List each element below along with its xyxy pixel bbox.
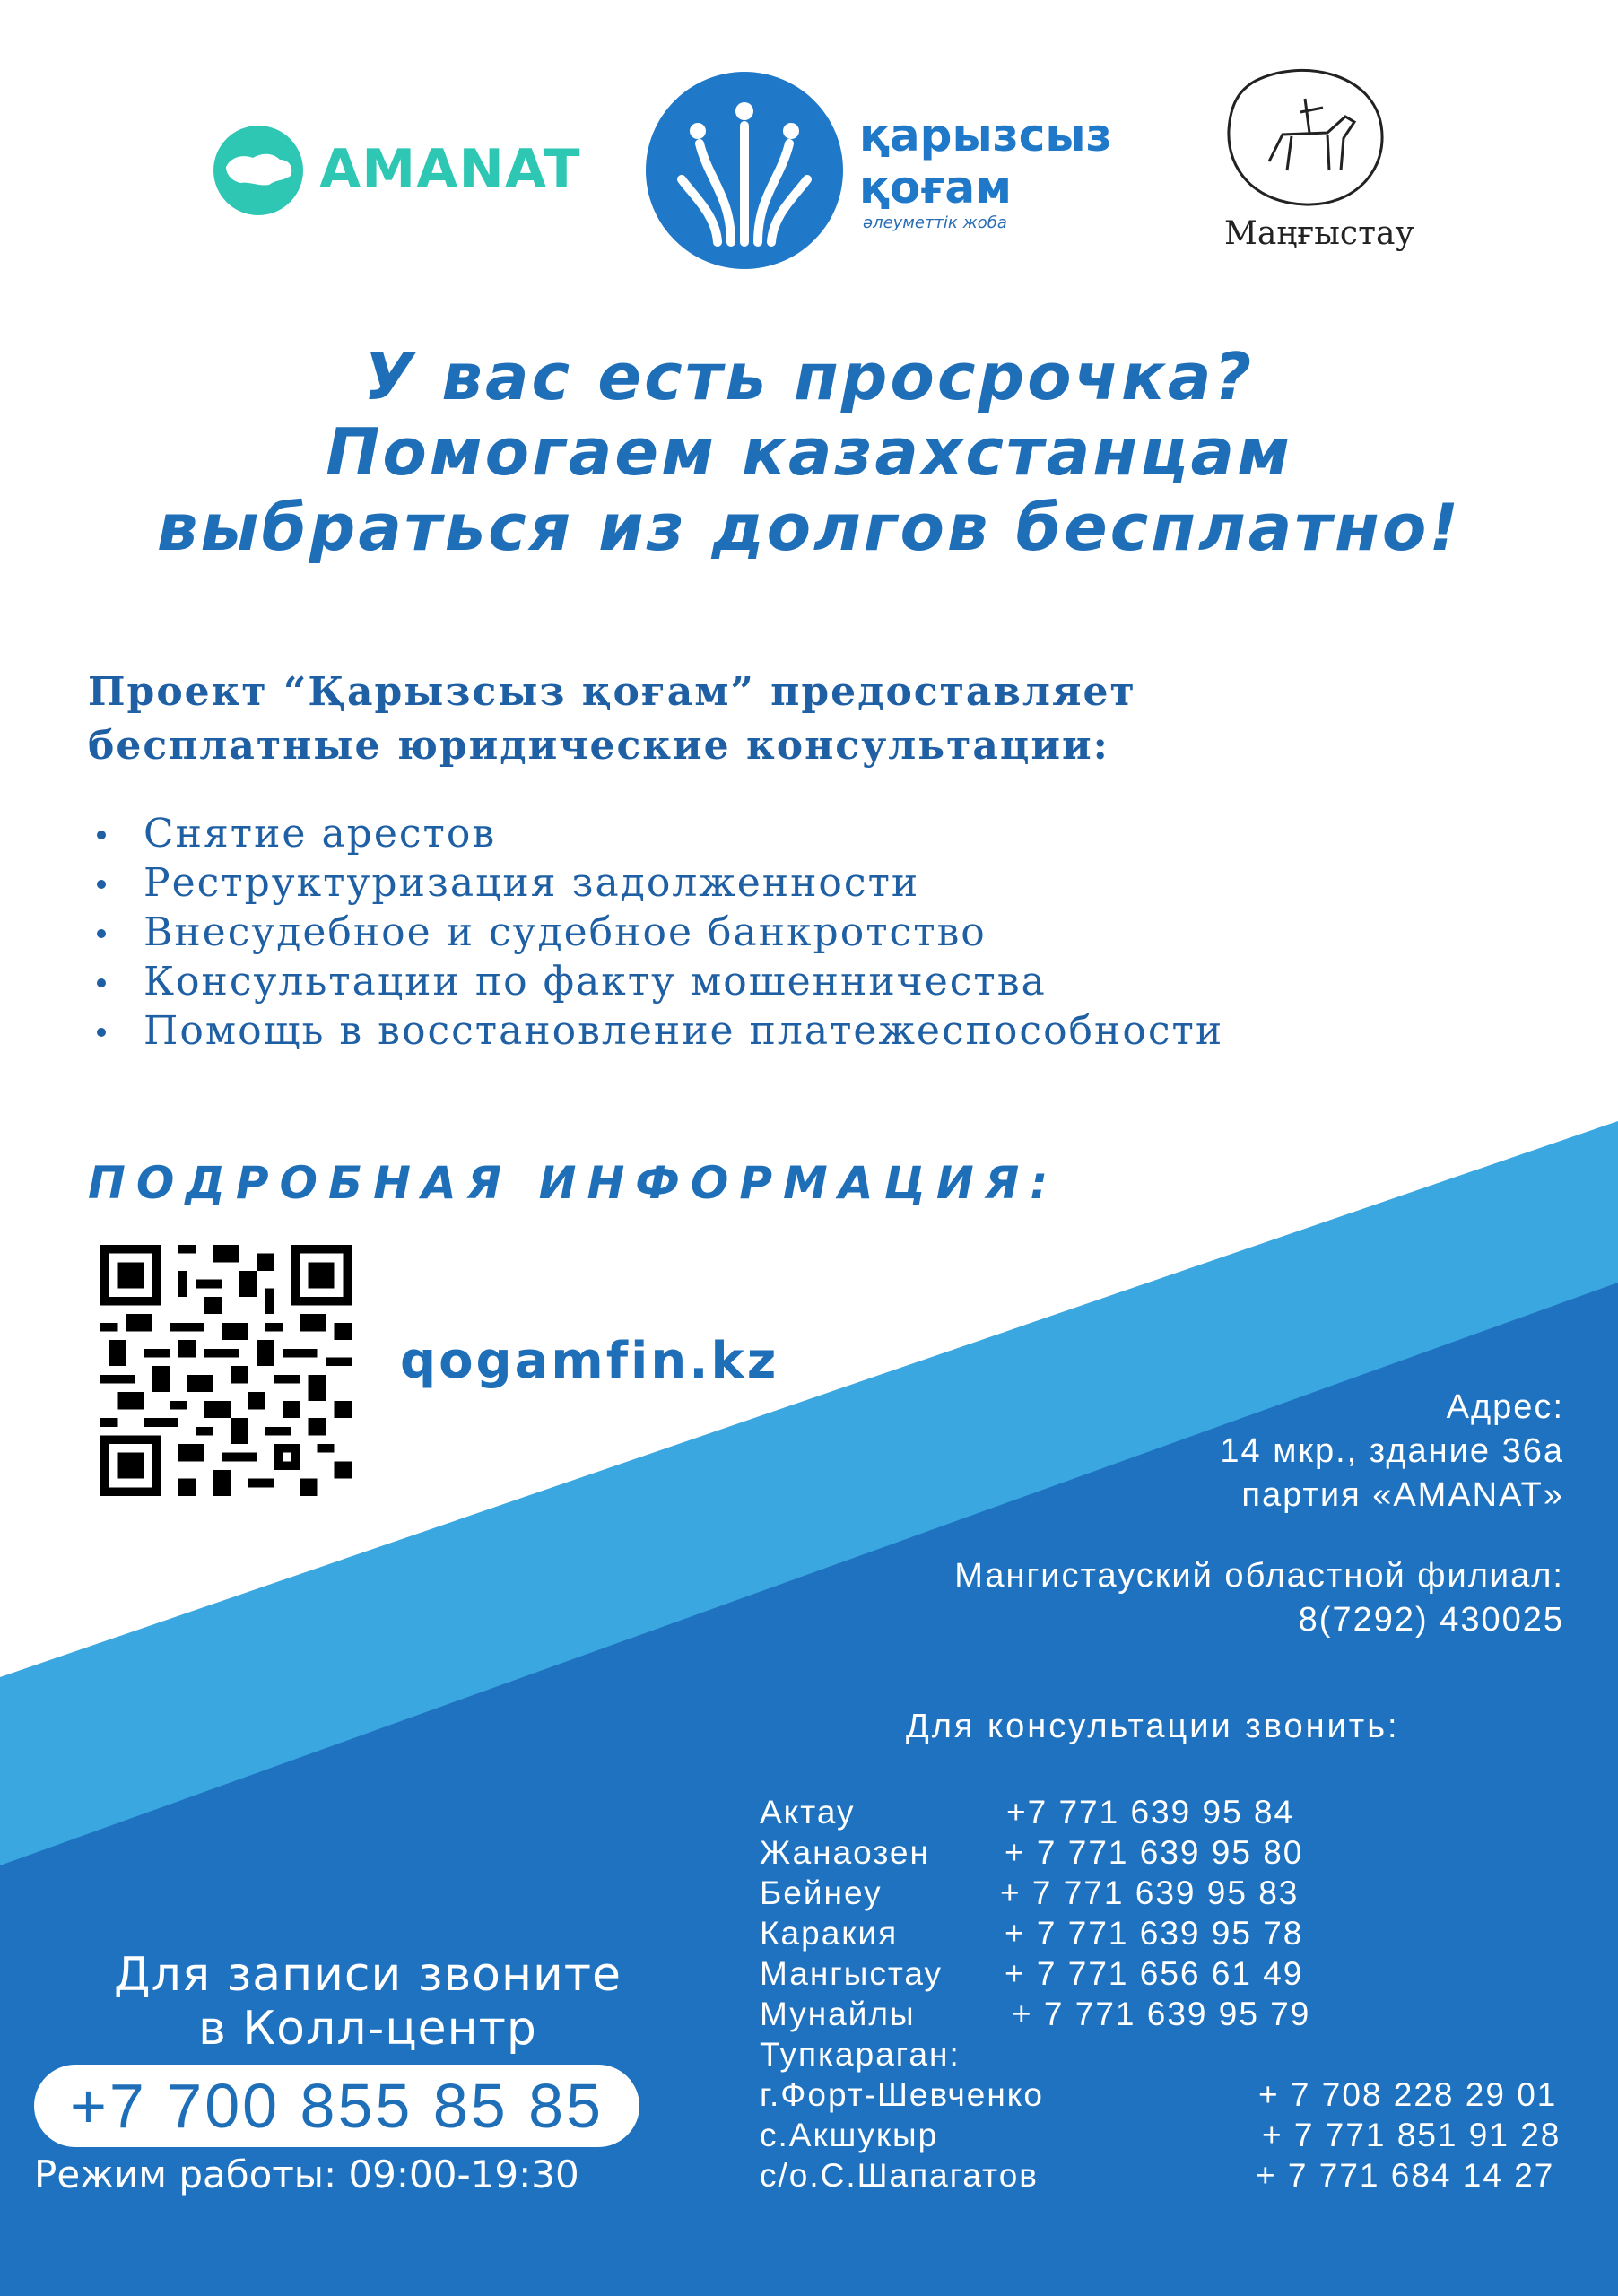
call-center-phone[interactable]: +7 700 855 85 85 xyxy=(70,2071,604,2141)
headline-line-3: выбраться из долгов бесплатно! xyxy=(156,490,1462,565)
website-link[interactable]: qogamfin.kz xyxy=(400,1332,779,1390)
karyzsyz-wordmark: қарызсыз xyxy=(859,109,1112,161)
more-info-heading: ПОДРОБНАЯ ИНФОРМАЦИЯ: xyxy=(88,1157,1059,1209)
city-phone: + 7 771 639 95 83 xyxy=(1000,1874,1300,1911)
city-phone: + 7 771 639 95 80 xyxy=(1005,1834,1304,1871)
city-phone: + 7 708 228 29 01 xyxy=(1258,2076,1558,2113)
headline xyxy=(54,339,1564,565)
city-name: г.Форт-Шевченко xyxy=(760,2076,1044,2113)
bullet-icon xyxy=(97,929,106,938)
intro-line-1: Проект “Қарызсыз қоғам” предоставляет xyxy=(88,669,1136,715)
service-label: Консультации по факту мошенничества xyxy=(144,959,1047,1004)
service-label: Снятие арестов xyxy=(144,811,497,857)
bullet-icon xyxy=(97,1028,106,1037)
city-phone: + 7 771 639 95 78 xyxy=(1005,1915,1304,1952)
amanat-logo xyxy=(213,126,581,222)
karyzsyz-kogam-logo xyxy=(646,72,1184,278)
headline-line-2: Помогаем казахстанцам xyxy=(326,414,1292,490)
city-name: Жанаозен xyxy=(760,1834,930,1871)
address-line: партия «AMANAT» xyxy=(1241,1476,1564,1514)
city-name: Мунайлы xyxy=(760,1996,916,2032)
city-phone: +7 771 639 95 84 xyxy=(1006,1794,1295,1831)
mangystau-wordmark: Маңғыстау xyxy=(1224,215,1414,252)
headline-line-1: У вас есть просрочка? xyxy=(363,339,1255,414)
amanat-wordmark: AMANAT xyxy=(319,138,581,201)
city-phone: + 7 771 656 61 49 xyxy=(1005,1955,1304,1992)
bullet-icon xyxy=(97,978,106,987)
city-name: Мангыстау xyxy=(760,1955,944,1992)
qr-code-icon[interactable] xyxy=(100,1245,352,1496)
city-phone: + 7 771 684 14 27 xyxy=(1256,2157,1555,2194)
working-hours: Режим работы: 09:00-19:30 xyxy=(34,2152,579,2196)
city-name: Бейнеу xyxy=(760,1874,883,1911)
city-name: Каракия xyxy=(760,1915,899,1952)
city-name: с.Акшукыр xyxy=(760,2117,939,2153)
bullet-icon xyxy=(97,831,106,839)
kazakhstan-map-icon xyxy=(213,126,303,215)
service-item xyxy=(90,1006,1223,1056)
address-line: Адрес: xyxy=(1446,1388,1564,1426)
mangystau-logo xyxy=(1220,63,1414,269)
project-intro xyxy=(88,665,1344,773)
consultation-heading: Для консультации звонить: xyxy=(906,1708,1400,1745)
city-name: с/о.С.Шапагатов xyxy=(760,2157,1039,2194)
address-block xyxy=(757,1386,1564,1518)
kogam-wordmark: қоғам xyxy=(859,161,1013,213)
service-label: Помощь в восстановление платежеспособности xyxy=(144,1008,1224,1054)
service-label: Реструктуризация задолженности xyxy=(144,860,920,906)
horseman-seal-icon xyxy=(1220,63,1390,215)
service-item xyxy=(90,858,1223,908)
intro-line-2: бесплатные юридические консультации: xyxy=(88,723,1109,769)
address-line: 14 мкр., здание 36а xyxy=(1220,1432,1564,1470)
social-project-caption: әлеуметтік жоба xyxy=(863,213,1007,232)
tree-emblem-icon xyxy=(646,72,843,269)
services-list xyxy=(90,809,1223,1056)
call-center-line-2: в Колл-центр xyxy=(198,2002,537,2056)
bullet-icon xyxy=(97,880,106,889)
service-item xyxy=(90,957,1223,1006)
service-label: Внесудебное и судебное банкротство xyxy=(144,909,987,955)
service-item xyxy=(90,908,1223,957)
city-name: Актау xyxy=(760,1794,856,1831)
branch-name: Мангистауский областной филиал: xyxy=(954,1557,1564,1595)
service-item xyxy=(90,809,1223,858)
branch-phone: 8(7292) 430025 xyxy=(1298,1601,1564,1639)
city-phone: + 7 771 851 91 28 xyxy=(1262,2117,1561,2153)
call-center-line-1: Для записи звоните xyxy=(113,1948,622,2002)
city-phone: + 7 771 639 95 79 xyxy=(1012,1996,1311,2032)
branch-block xyxy=(757,1554,1564,1642)
city-name: Тупкараган: xyxy=(760,2036,961,2073)
call-center-heading xyxy=(36,1948,700,2056)
